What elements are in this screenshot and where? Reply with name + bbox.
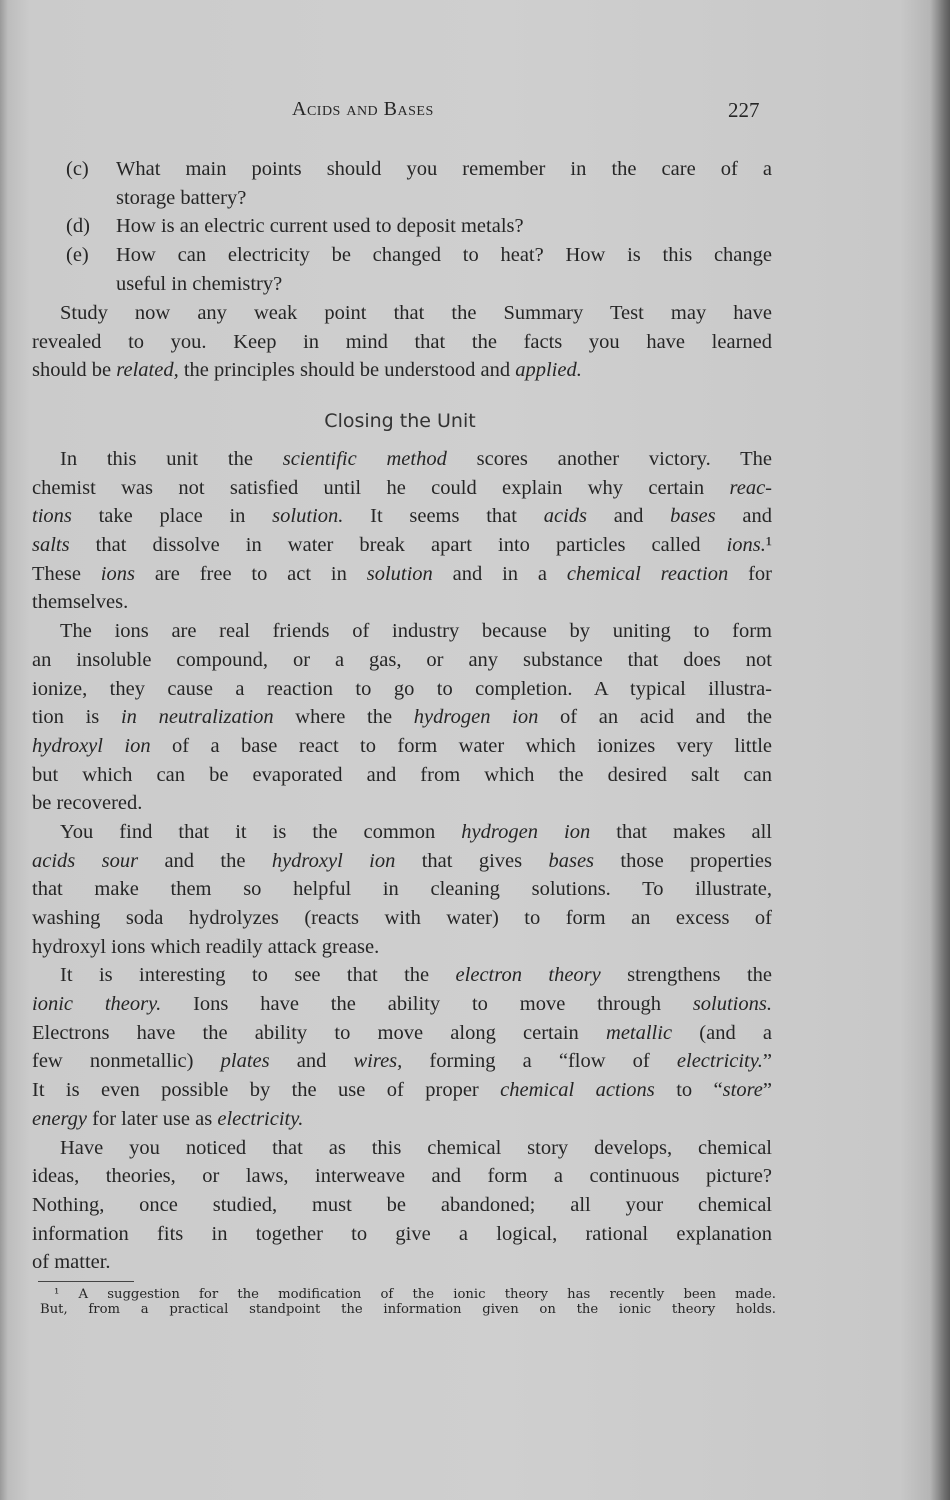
italic-text: solutions.	[692, 993, 772, 1016]
italic-text: electricity.	[676, 1050, 763, 1073]
italic-text: hydrogen ion	[461, 820, 591, 843]
text-run: and	[586, 505, 671, 528]
text-run: that makes all	[590, 820, 772, 843]
review-questions	[32, 155, 772, 298]
italic-text: energy	[32, 1107, 88, 1130]
text-run: You find that it is the common	[60, 820, 462, 843]
paragraph-line	[32, 732, 772, 761]
text-run: revealed to you. Keep in mind that the facts you have learned	[32, 330, 772, 353]
page-header	[0, 98, 950, 128]
text-run: It is even possible by the use of proper	[32, 1079, 501, 1102]
text-run: of a base react to form water which ionizes very little	[150, 734, 772, 757]
italic-text: ionic theory.	[32, 993, 162, 1016]
italic-text: applied.	[515, 359, 582, 382]
text-run: ionize, they cause a reaction to go to completion. A typical illustra-	[32, 677, 772, 700]
footnote	[40, 1287, 776, 1317]
question-line	[32, 241, 772, 270]
paragraph-line	[32, 646, 772, 675]
italic-text: acids	[543, 505, 587, 528]
italic-text: hydrogen ion	[413, 706, 539, 729]
italic-text: bases	[548, 849, 595, 872]
italic-text: in neutralization	[120, 706, 274, 729]
text-run: forming a “flow of	[402, 1050, 677, 1073]
text-run: These	[32, 562, 101, 585]
italic-text: acids sour	[32, 849, 139, 872]
paragraph-line	[32, 761, 772, 790]
text-run: and in a	[432, 562, 567, 585]
paragraph-line	[32, 474, 772, 503]
study-paragraph	[32, 299, 772, 385]
text-run: of matter.	[32, 1251, 111, 1274]
text-run: be recovered.	[32, 792, 143, 815]
text-run: ”	[762, 1079, 773, 1102]
italic-text: plates	[220, 1050, 270, 1073]
paragraph-line	[32, 502, 772, 531]
paragraph-line	[32, 933, 772, 962]
body-text	[32, 445, 772, 1277]
text-run: the principles should be understood and	[178, 359, 516, 382]
paragraph-line	[32, 445, 772, 474]
text-run: ideas, theories, or laws, interweave and form a continuous picture?	[32, 1165, 772, 1188]
paragraph-line	[32, 789, 772, 818]
paragraph-line	[32, 1019, 772, 1048]
question-label: (e)	[66, 244, 89, 267]
italic-text: solution	[366, 562, 433, 585]
text-run: useful in chemistry?	[116, 272, 283, 295]
paragraph-line	[32, 703, 772, 732]
question-label: (c)	[66, 158, 89, 180]
paragraph-line	[32, 531, 772, 560]
question-line	[32, 155, 772, 184]
question-label: (d)	[66, 215, 90, 238]
text-run: Electrons have the ability to move along certain	[32, 1021, 607, 1044]
text-run: for later use as	[87, 1107, 218, 1130]
text-run: ¹ A suggestion for the modification of the ionic theory has recently been made.	[54, 1287, 776, 1302]
italic-text: related,	[116, 359, 179, 382]
text-run: ”	[762, 1050, 772, 1073]
paragraph-line	[32, 875, 772, 904]
paragraph-line	[32, 617, 772, 646]
text-run: and	[269, 1050, 354, 1073]
paragraph-line	[32, 299, 772, 328]
page-number: 227	[728, 98, 760, 122]
text-run: those properties	[594, 849, 772, 872]
text-run: How is an electric current used to deposit metals?	[116, 215, 524, 238]
text-run: and the	[138, 849, 272, 872]
question-line	[32, 212, 772, 241]
text-run: and	[715, 505, 772, 528]
paragraph-line	[32, 1220, 772, 1249]
text-run: are free to act in	[134, 562, 367, 585]
paragraph-line	[32, 961, 772, 990]
italic-text: hydroxyl ion	[271, 849, 396, 872]
italic-text: bases	[670, 505, 716, 528]
text-run: Study now any weak point that the Summary Test may have	[60, 302, 772, 324]
italic-text: store	[722, 1079, 763, 1102]
text-run: chemist was not satisfied until he could explain why certain	[32, 476, 730, 499]
text-run: an insoluble compound, or a gas, or any substance that does not	[32, 648, 772, 671]
text-run: to “	[654, 1079, 723, 1102]
text-run: information fits in together to give a logical, rational explanation	[32, 1222, 772, 1245]
italic-text: ions.	[726, 534, 766, 557]
paragraph-line	[32, 1191, 772, 1220]
paragraph-line	[32, 1076, 772, 1105]
text-run: Ions have the ability to move through	[161, 993, 693, 1016]
text-run: of an acid and the	[538, 706, 772, 729]
text-run: (and a	[672, 1021, 773, 1044]
text-run: But, from a practical standpoint the information given on the ionic theory holds.	[40, 1302, 776, 1317]
text-run: tion is	[32, 706, 121, 729]
italic-text: reac-	[729, 476, 772, 499]
paragraph-line	[32, 1162, 772, 1191]
paragraph-line	[32, 328, 772, 357]
italic-text: tions	[32, 505, 72, 528]
running-title: Acids and Bases	[292, 98, 434, 120]
italic-text: electricity.	[217, 1107, 304, 1130]
italic-text: chemical reaction	[566, 562, 729, 585]
italic-text: electron theory	[455, 964, 601, 987]
italic-text: chemical actions	[500, 1079, 655, 1102]
paragraph-line	[32, 818, 772, 847]
text-run: Have you noticed that as this chemical story develops, chemical	[60, 1136, 772, 1159]
text-run: It is interesting to see that the	[60, 964, 456, 987]
italic-text: hydroxyl ion	[32, 734, 151, 757]
text-run: ¹	[765, 534, 772, 557]
footnote-line	[40, 1302, 776, 1317]
paragraph-line	[32, 1248, 772, 1277]
paragraph-line	[32, 588, 772, 617]
paragraph-line	[32, 356, 772, 385]
italic-text: wires,	[353, 1050, 403, 1073]
text-run: that make them so helpful in cleaning solutions. To illustrate,	[32, 878, 772, 901]
paragraph-line	[32, 675, 772, 704]
paragraph-line	[32, 990, 772, 1019]
text-run: strengthens the	[600, 964, 772, 987]
text-run: storage battery?	[116, 186, 247, 209]
italic-text: ions	[100, 562, 135, 585]
text-run: washing soda hydrolyzes (reacts with water) to form an excess of	[32, 907, 772, 929]
italic-text: scientific method	[282, 448, 447, 470]
text-run: The ions are real friends of industry because by uniting to form	[60, 620, 772, 643]
text-run: take place in	[71, 505, 273, 528]
italic-text: metallic	[606, 1021, 673, 1044]
paragraph-line	[32, 1105, 772, 1134]
footnote-line	[40, 1287, 776, 1302]
text-run: hydroxyl ions which readily attack grease.	[32, 935, 380, 958]
paragraph-line	[32, 847, 772, 876]
text-run: that gives	[395, 849, 549, 872]
text-run: where the	[273, 706, 414, 729]
text-run: but which can be evaporated and from which the desired salt can	[32, 763, 772, 786]
text-run: It seems that	[343, 505, 544, 528]
text-run: themselves.	[32, 591, 129, 614]
text-run: few nonmetallic)	[32, 1050, 221, 1073]
paragraph-line	[32, 1047, 772, 1076]
paragraph-line	[32, 1134, 772, 1163]
footnote-rule	[38, 1281, 134, 1282]
question-line	[32, 270, 772, 299]
section-heading: Closing the Unit	[324, 410, 476, 432]
text-run: for	[728, 562, 772, 585]
text-run: How can electricity be changed to heat? How is this change	[116, 244, 772, 267]
text-run: that dissolve in water break apart into particles called	[69, 534, 727, 557]
paragraph-line	[32, 904, 772, 933]
text-run: What main points should you remember in the care of a	[116, 158, 772, 180]
italic-text: salts	[32, 534, 70, 557]
text-run: In this unit the	[60, 448, 283, 470]
paragraph-line	[32, 560, 772, 589]
italic-text: solution.	[272, 505, 344, 528]
text-run: scores another victory. The	[446, 448, 772, 470]
question-line	[32, 184, 772, 213]
text-run: should be	[32, 359, 117, 382]
text-run: Nothing, once studied, must be abandoned; all your chemical	[32, 1193, 772, 1216]
